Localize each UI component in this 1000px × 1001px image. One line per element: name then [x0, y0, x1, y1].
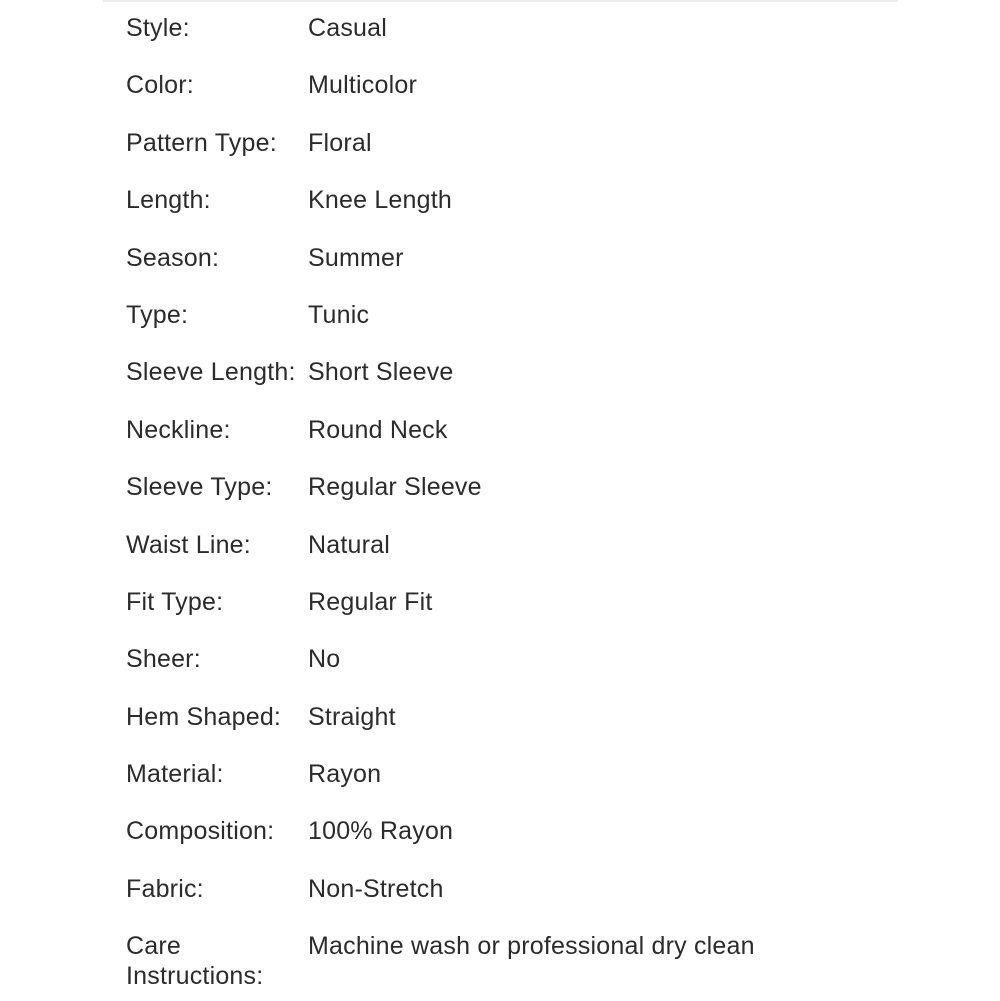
spec-value: Non-Stretch [308, 874, 444, 903]
spec-value: Round Neck [308, 415, 448, 444]
spec-row-care-instructions [126, 931, 886, 1001]
spec-label: Neckline: [126, 415, 231, 444]
top-divider [103, 0, 898, 2]
spec-value: Multicolor [308, 71, 417, 100]
spec-label: Color: [126, 71, 194, 100]
spec-row-style [126, 13, 886, 70]
spec-row-fabric [126, 874, 886, 931]
spec-value: Knee Length [308, 186, 452, 215]
spec-row-pattern-type [126, 128, 886, 185]
spec-value: Machine wash or professional dry clean [308, 932, 755, 961]
spec-row-material [126, 759, 886, 816]
product-specifications [126, 13, 886, 1001]
spec-label-text: Care Instructions: [126, 932, 264, 991]
spec-row-waist-line [126, 530, 886, 587]
spec-label: Sheer: [126, 645, 201, 674]
spec-value: Rayon [308, 760, 382, 789]
spec-label: Material: [126, 760, 224, 789]
spec-value: Casual [308, 14, 388, 42]
spec-value: 100% Rayon [308, 817, 454, 846]
spec-row-composition [126, 816, 886, 873]
spec-value: No [308, 645, 341, 674]
spec-row-sleeve-length [126, 357, 886, 414]
spec-label [126, 931, 308, 991]
spec-label: Hem Shaped: [126, 702, 282, 731]
spec-label: Composition: [126, 817, 275, 846]
spec-row-color [126, 70, 886, 127]
spec-label: Fabric: [126, 874, 204, 903]
spec-row-length [126, 185, 886, 242]
spec-value: Summer [308, 243, 404, 272]
spec-value: Straight [308, 702, 396, 731]
spec-label: Waist Line: [126, 530, 251, 559]
spec-value: Floral [308, 128, 372, 157]
spec-label: Sleeve Length: [126, 358, 296, 387]
spec-row-sheer [126, 644, 886, 701]
spec-row-type [126, 300, 886, 357]
spec-value: Natural [308, 530, 390, 559]
spec-row-sleeve-type [126, 472, 886, 529]
spec-row-fit-type [126, 587, 886, 644]
spec-label: Pattern Type: [126, 128, 277, 157]
spec-row-season [126, 243, 886, 300]
spec-label: Style: [126, 14, 190, 42]
spec-value: Regular Fit [308, 587, 433, 616]
spec-label: Type: [126, 300, 189, 329]
spec-value: Tunic [308, 300, 370, 329]
spec-row-hem-shaped [126, 702, 886, 759]
spec-value: Regular Sleeve [308, 473, 482, 502]
spec-label: Season: [126, 243, 220, 272]
spec-row-neckline [126, 415, 886, 472]
spec-label: Sleeve Type: [126, 473, 273, 502]
spec-label: Fit Type: [126, 587, 224, 616]
spec-label: Length: [126, 186, 211, 215]
spec-value: Short Sleeve [308, 358, 454, 387]
